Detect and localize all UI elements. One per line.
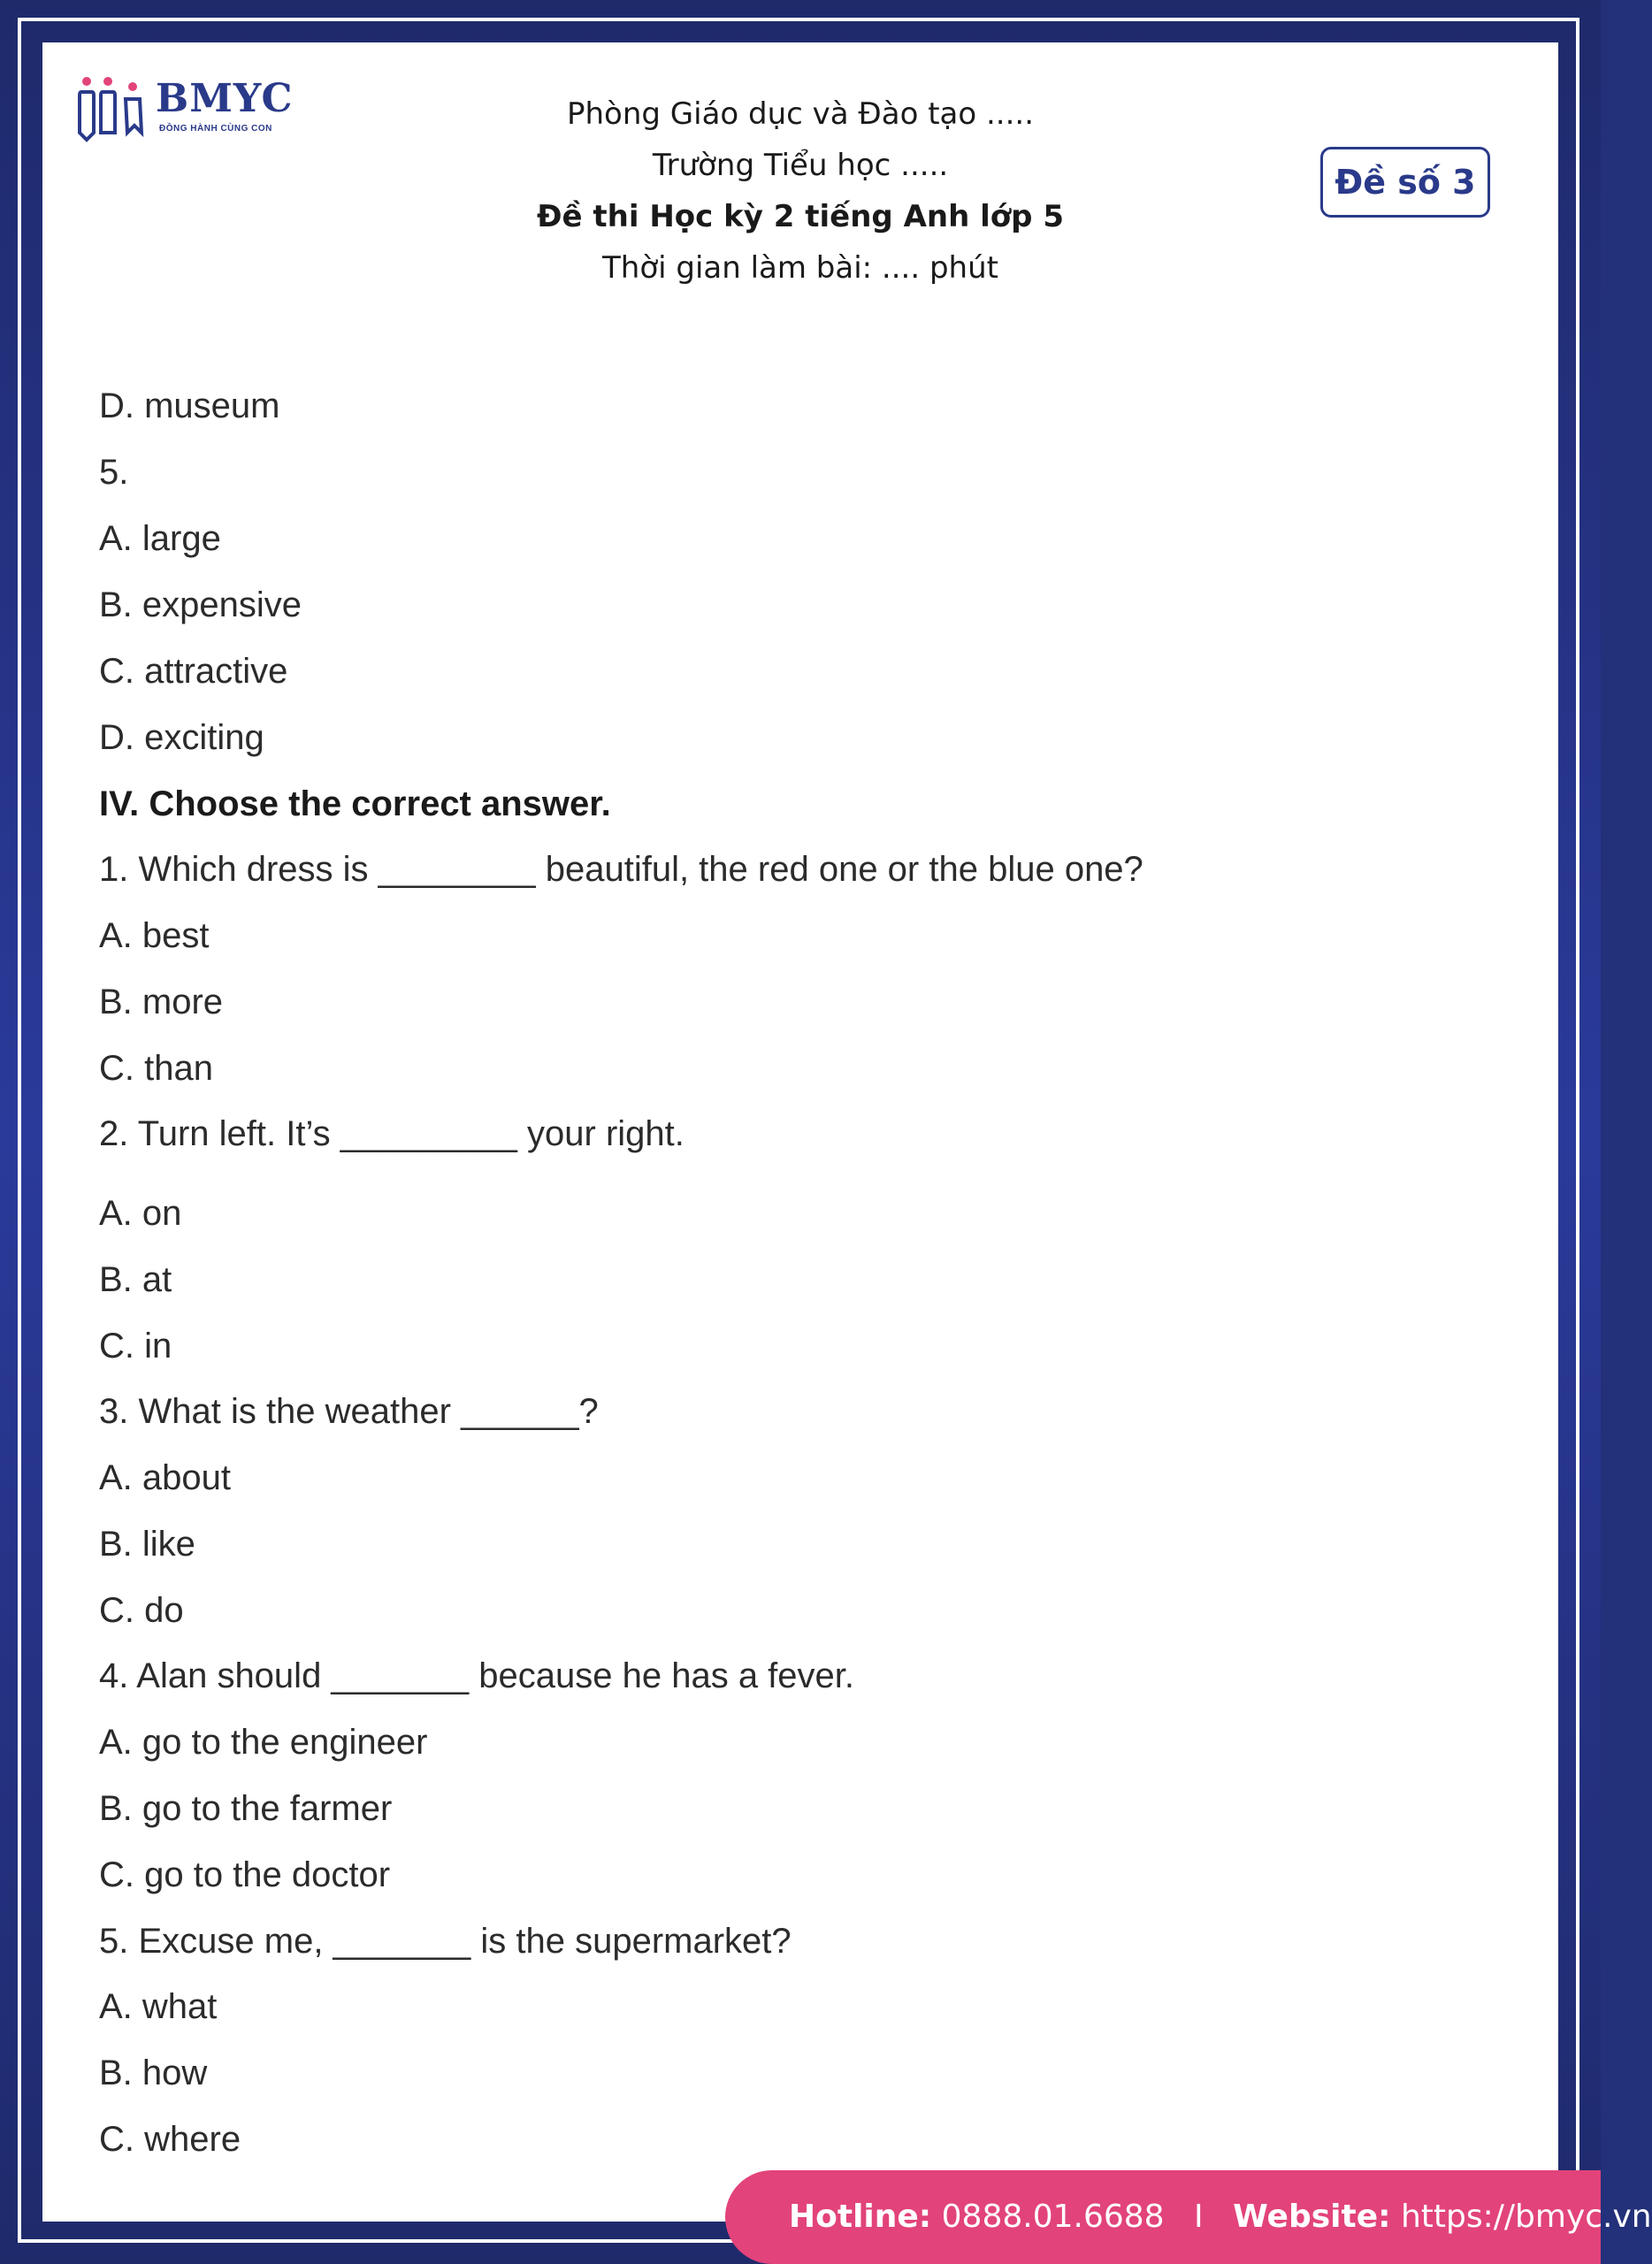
exam-line: D. exciting — [99, 718, 264, 757]
logo-brand-name: BMYC — [156, 76, 294, 121]
exam-title: Đề thi Học kỳ 2 tiếng Anh lớp 5 — [537, 199, 1064, 234]
footer-separator: I — [1194, 2199, 1204, 2235]
exam-line: 5. Excuse me, _______ is the supermarket? — [99, 1922, 792, 1961]
exam-line: A. go to the engineer — [99, 1723, 428, 1762]
exam-time: Thời gian làm bài: .... phút — [602, 250, 998, 286]
exam-line: 2. Turn left. It’s _________ your right. — [99, 1114, 685, 1153]
hotline-number[interactable]: 0888.01.6688 — [941, 2199, 1165, 2235]
exam-line: 4. Alan should _______ because he has a fever. — [99, 1656, 855, 1695]
exam-line: A. large — [99, 519, 221, 558]
exam-line: B. more — [99, 983, 224, 1021]
exam-line: B. expensive — [99, 585, 302, 624]
exam-line: D. museum — [99, 386, 280, 425]
exam-line: 3. What is the weather ______? — [99, 1392, 599, 1431]
school-name: Trường Tiểu học ..... — [652, 148, 949, 183]
exam-line: A. about — [99, 1458, 232, 1497]
exam-line: C. go to the doctor — [99, 1855, 391, 1894]
website-label: Website: — [1233, 2199, 1391, 2235]
exam-line: C. than — [99, 1049, 213, 1088]
hotline-label: Hotline: — [789, 2199, 932, 2235]
contact-footer — [725, 2170, 1652, 2264]
exam-header — [398, 88, 1203, 294]
department-name: Phòng Giáo dục và Đào tạo ..... — [566, 96, 1035, 132]
exam-line: C. attractive — [99, 652, 288, 691]
exam-line: 1. Which dress is ________ beautiful, the red one or the blue one? — [99, 850, 1143, 889]
exam-line: A. what — [99, 1987, 218, 2026]
exam-line: B. at — [99, 1260, 172, 1299]
exam-number-badge: Đề số 3 — [1320, 147, 1490, 218]
exam-line: 5. — [99, 453, 129, 492]
exam-line: A. on — [99, 1194, 182, 1233]
brand-logo — [78, 74, 299, 145]
exam-line: B. how — [99, 2054, 208, 2092]
exam-line: C. in — [99, 1327, 172, 1365]
website-link[interactable]: https://bmyc.vn — [1400, 2199, 1652, 2235]
exam-line: B. like — [99, 1525, 195, 1564]
exam-line: A. best — [99, 916, 210, 955]
logo-tagline: ĐỒNG HÀNH CÙNG CON — [159, 124, 272, 134]
exam-line: B. go to the farmer — [99, 1789, 393, 1828]
section-heading: IV. Choose the correct answer. — [99, 784, 611, 823]
exam-line: C. where — [99, 2120, 241, 2159]
logo-figures-icon — [78, 74, 152, 145]
exam-line: C. do — [99, 1591, 184, 1630]
